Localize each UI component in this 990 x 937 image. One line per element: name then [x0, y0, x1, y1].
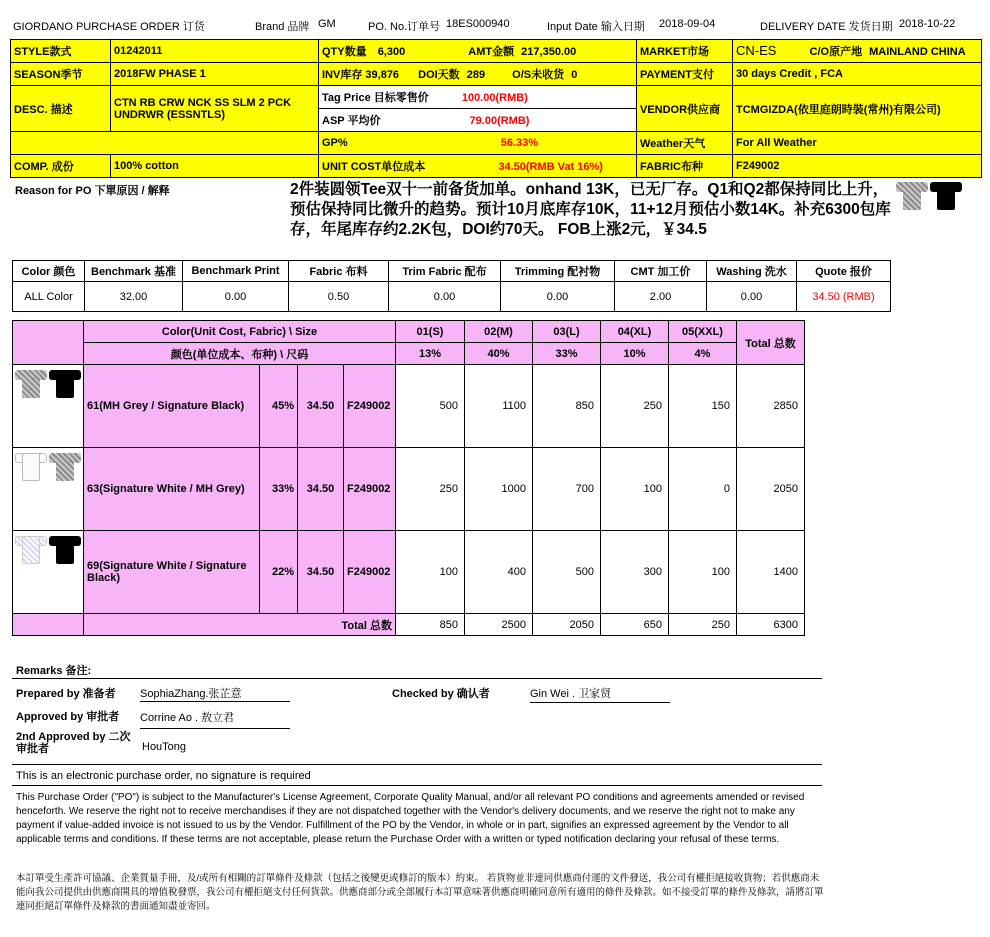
white-tee-icon [14, 449, 48, 483]
total-header: Total 总数 [737, 321, 805, 365]
gp-cell [319, 132, 637, 155]
doi-value: 289 [466, 69, 486, 81]
legal-text-en: This Purchase Order ("PO") is subject to the Manufacturer's License Agreement, Corporate Quality Manual, and/or all relevant PO conditions and agreements amended or revised henceforth. We reserve the right not to receive merchandises if they are not dispatched together with the Vendor's delivery documents, and we reserve the right not to make any payment if value-added invoice is not issued to us by the Vendor. Fulfillment of the PO by the Vendor, in whole or in part, signifies an expressed agreement by the Vendor to all applicable terms and conditions. If these terms are not acceptable, please return the Purchase Order with a written or typed notification declaring your refusal of these terms. [16, 792, 805, 845]
total-s: 850 [396, 614, 465, 636]
benchmark-table [12, 260, 891, 312]
checked-label: Checked by 确认者 [392, 688, 490, 700]
color-63-qty-l: 700 [533, 448, 601, 531]
inventory-cell [319, 63, 637, 86]
unit-cost-label: UNIT COST单位成本 [322, 161, 426, 173]
color-69-qty-m: 400 [465, 531, 533, 614]
totals-row [13, 614, 805, 636]
market-value: CN-ES [736, 43, 777, 58]
size-header-xl: 04(XL) [601, 321, 669, 343]
po-title: GIORDANO PURCHASE ORDER 订货 [13, 21, 205, 33]
checked-value: Gin Wei . 卫家贤 [530, 685, 670, 703]
reason-text: 2件装圆领Tee双十一前备货加单。onhand 13K，已无厂存。Q1和Q2都保持同比上升，预估保持同比微升的趋势。预计10月底库存10K，11+12月预估小数14K。补充6300包库存，年尾库存约2.2K包，DOI约70天。 FOB上涨2元，￥34.5 [290, 181, 891, 238]
color-size-header: Color(Unit Cost, Fabric) \ Size [84, 321, 396, 343]
origin-value: MAINLAND CHINA [869, 46, 966, 58]
bench-header-color: Color 颜色 [13, 261, 85, 282]
total-l: 2050 [533, 614, 601, 636]
color-61-name: 61(MH Grey / Signature Black) [84, 365, 260, 448]
bench-header-fabric: Fabric 布料 [289, 261, 389, 282]
size-header-s: 01(S) [396, 321, 465, 343]
color-69-total: 1400 [737, 531, 805, 614]
tag-price-cell [319, 86, 637, 109]
brand-value: GM [318, 18, 336, 30]
doi-label: DOI天数 [418, 69, 460, 81]
season-value: 2018FW PHASE 1 [111, 63, 319, 86]
vendor-value: TCMGIZDA(依里庭朗時裝(常州)有限公司) [733, 86, 982, 132]
color-61-qty-xxl: 150 [669, 365, 737, 448]
color-61-cost: 34.50 [298, 365, 344, 448]
input-date-value: 2018-09-04 [659, 18, 716, 30]
po-number-value: 18ES000940 [446, 18, 510, 30]
size-header-xxl: 05(XXL) [669, 321, 737, 343]
color-63-qty-xxl: 0 [669, 448, 737, 531]
season-label: SEASON季节 [11, 63, 111, 86]
unit-cost-value: 34.50(RMB Vat 16%) [498, 161, 603, 173]
payment-label: PAYMENT支付 [637, 63, 733, 86]
white-tee-icon [14, 532, 48, 566]
size-pct-m: 40% [465, 343, 533, 365]
approved2-label: 2nd Approved by 二次审批者 [16, 731, 131, 755]
gp-label: GP% [322, 137, 348, 149]
color-69-qty-xl: 300 [601, 531, 669, 614]
bench-header-quote: Quote 报价 [797, 261, 891, 282]
color-61-qty-s: 500 [396, 365, 465, 448]
size-pct-xxl: 4% [669, 343, 737, 365]
color-63-qty-m: 1000 [465, 448, 533, 531]
totals-label: Total 总数 [84, 614, 396, 636]
color-69-pct: 22% [260, 531, 298, 614]
color-61-thumbnail [13, 365, 84, 448]
os-label: O/S未收货 [512, 69, 565, 81]
payment-value: 30 days Credit , FCA [733, 63, 982, 86]
size-pct-xl: 10% [601, 343, 669, 365]
comp-value: 100% cotton [111, 155, 319, 178]
black-tee-icon [48, 366, 82, 400]
bench-header-benchmark: Benchmark 基准 [85, 261, 183, 282]
color-69-qty-l: 500 [533, 531, 601, 614]
origin-label: C/O原产地 [809, 46, 863, 58]
color-63-fabric: F249002 [344, 448, 396, 531]
prepared-value: SophiaZhang.张芷意 [140, 685, 290, 702]
bench-value-cmt: 2.00 [615, 282, 707, 312]
totals-blank-cell [13, 614, 84, 636]
reason-label: Reason for PO 下單原因 / 解释 [15, 185, 170, 197]
bench-value-fabric: 0.50 [289, 282, 389, 312]
remarks-label: Remarks 备注: [16, 665, 92, 677]
bench-header-trim-fabric: Trim Fabric 配布 [389, 261, 501, 282]
thumb-header-cell [13, 321, 84, 365]
color-size-header-cn: 颜色(单位成本、布种) \ 尺码 [84, 343, 396, 365]
bench-value-trim-fabric: 0.00 [389, 282, 501, 312]
qty-value: 6,300 [377, 46, 406, 58]
bench-value-benchmark-print: 0.00 [183, 282, 289, 312]
gp-value: 56.33% [500, 137, 539, 149]
size-breakdown-table [12, 320, 805, 636]
desc-label: DESC. 描述 [11, 86, 111, 132]
color-69-qty-xxl: 100 [669, 531, 737, 614]
black-tee-icon [48, 532, 82, 566]
color-63-thumbnail [13, 448, 84, 531]
blank-cell [11, 132, 319, 155]
grey-tee-icon [895, 178, 929, 212]
color-63-total: 2050 [737, 448, 805, 531]
color-69-thumbnail [13, 531, 84, 614]
color-61-pct: 45% [260, 365, 298, 448]
amt-value: 217,350.00 [521, 46, 577, 58]
comp-label: COMP. 成份 [11, 155, 111, 178]
bench-header-cmt: CMT 加工价 [615, 261, 707, 282]
qty-label: QTY数量 [322, 46, 367, 58]
bench-value-color: ALL Color [13, 282, 85, 312]
color-63-pct: 33% [260, 448, 298, 531]
total-m: 2500 [465, 614, 533, 636]
weather-label: Weather天气 [637, 132, 733, 155]
approved-value: Corrine Ao . 敖立君 [140, 709, 290, 729]
color-61-qty-m: 1100 [465, 365, 533, 448]
os-value: 0 [571, 69, 578, 81]
brand-label: Brand 品牌 [255, 21, 310, 33]
legal-text-cn: 本訂單受生產許可協議、企業質量手冊，及/或所有相關的訂單條件及條款（包括之後變更或修訂的版本）約束。 若貨物並非連同供應商付運的文件發送，我公司有權拒絕接收貨物；若供應商未能向我公司提供由供應商開具的增值稅發票，我公司有權拒絕支付任何貨款。供應商部分或全部履行本訂單意味著供應商明確同意所有適用的條件及條款。如不接受訂單的條件及條款，請將訂單連同拒絕訂單條件及條款的書面通知盡並寄回。 [16, 873, 824, 912]
bench-value-benchmark: 32.00 [85, 282, 183, 312]
weather-value: For All Weather [733, 132, 982, 155]
color-69-cost: 34.50 [298, 531, 344, 614]
grey-tee-icon [48, 449, 82, 483]
color-61-total: 2850 [737, 365, 805, 448]
input-date-label: Input Date 输入日期 [547, 21, 645, 33]
table-row [13, 448, 805, 531]
bench-header-benchmark-print: Benchmark Print [183, 261, 289, 282]
style-label: STYLE款式 [11, 40, 111, 63]
unit-cost-cell [319, 155, 637, 178]
color-61-fabric: F249002 [344, 365, 396, 448]
vendor-label: VENDOR供应商 [637, 86, 733, 132]
size-pct-s: 13% [396, 343, 465, 365]
signature-divider [12, 764, 822, 765]
table-row [13, 531, 805, 614]
tag-price-label: Tag Price 目标零售价 [322, 92, 429, 104]
fabric-value: F249002 [733, 155, 982, 178]
color-61-qty-l: 850 [533, 365, 601, 448]
delivery-date-value: 2018-10-22 [899, 18, 956, 30]
order-info-table [10, 39, 982, 178]
size-header-m: 02(M) [465, 321, 533, 343]
prepared-label: Prepared by 准备者 [16, 688, 116, 700]
asp-value: 79.00(RMB) [469, 115, 530, 127]
bench-value-trimming: 0.00 [501, 282, 615, 312]
color-63-qty-s: 250 [396, 448, 465, 531]
desc-value: CTN RB CRW NCK SS SLM 2 PCK UNDRWR (ESSNTLS) [111, 86, 319, 132]
bench-header-washing: Washing 洗水 [707, 261, 797, 282]
approved2-value: HouTong [142, 741, 187, 753]
color-63-cost: 34.50 [298, 448, 344, 531]
market-origin-cell [733, 40, 982, 63]
asp-cell [319, 109, 637, 132]
po-number-label: PO. No.订单号 [368, 21, 441, 33]
black-tee-icon [929, 178, 963, 212]
remarks-divider [12, 678, 822, 679]
size-header-l: 03(L) [533, 321, 601, 343]
legal-divider [12, 785, 822, 786]
color-69-fabric: F249002 [344, 531, 396, 614]
amt-label: AMT金额 [468, 46, 515, 58]
bench-header-trimming: Trimming 配衬物 [501, 261, 615, 282]
color-69-name: 69(Signature White / Signature Black) [84, 531, 260, 614]
style-value: 01242011 [111, 40, 319, 63]
size-pct-l: 33% [533, 343, 601, 365]
total-xxl: 250 [669, 614, 737, 636]
electronic-note: This is an electronic purchase order, no signature is required [16, 770, 311, 782]
fabric-label: FABRIC布种 [637, 155, 733, 178]
bench-value-quote: 34.50 (RMB) [797, 282, 891, 312]
total-xl: 650 [601, 614, 669, 636]
tag-price-value: 100.00(RMB) [461, 92, 528, 104]
bench-value-washing: 0.00 [707, 282, 797, 312]
color-63-name: 63(Signature White / MH Grey) [84, 448, 260, 531]
color-69-qty-s: 100 [396, 531, 465, 614]
table-row [13, 365, 805, 448]
market-label: MARKET市场 [637, 40, 733, 63]
inv-label: INV库存 [322, 69, 363, 81]
inv-value: 39,876 [365, 69, 400, 81]
delivery-date-label: DELIVERY DATE 发货日期 [760, 21, 893, 33]
color-61-qty-xl: 250 [601, 365, 669, 448]
color-63-qty-xl: 100 [601, 448, 669, 531]
asp-label: ASP 平均价 [322, 115, 381, 127]
approved-label: Approved by 审批者 [16, 711, 120, 723]
grey-tee-icon [14, 366, 48, 400]
grand-total: 6300 [737, 614, 805, 636]
qty-amt-cell [319, 40, 637, 63]
product-thumbnail [895, 178, 963, 215]
